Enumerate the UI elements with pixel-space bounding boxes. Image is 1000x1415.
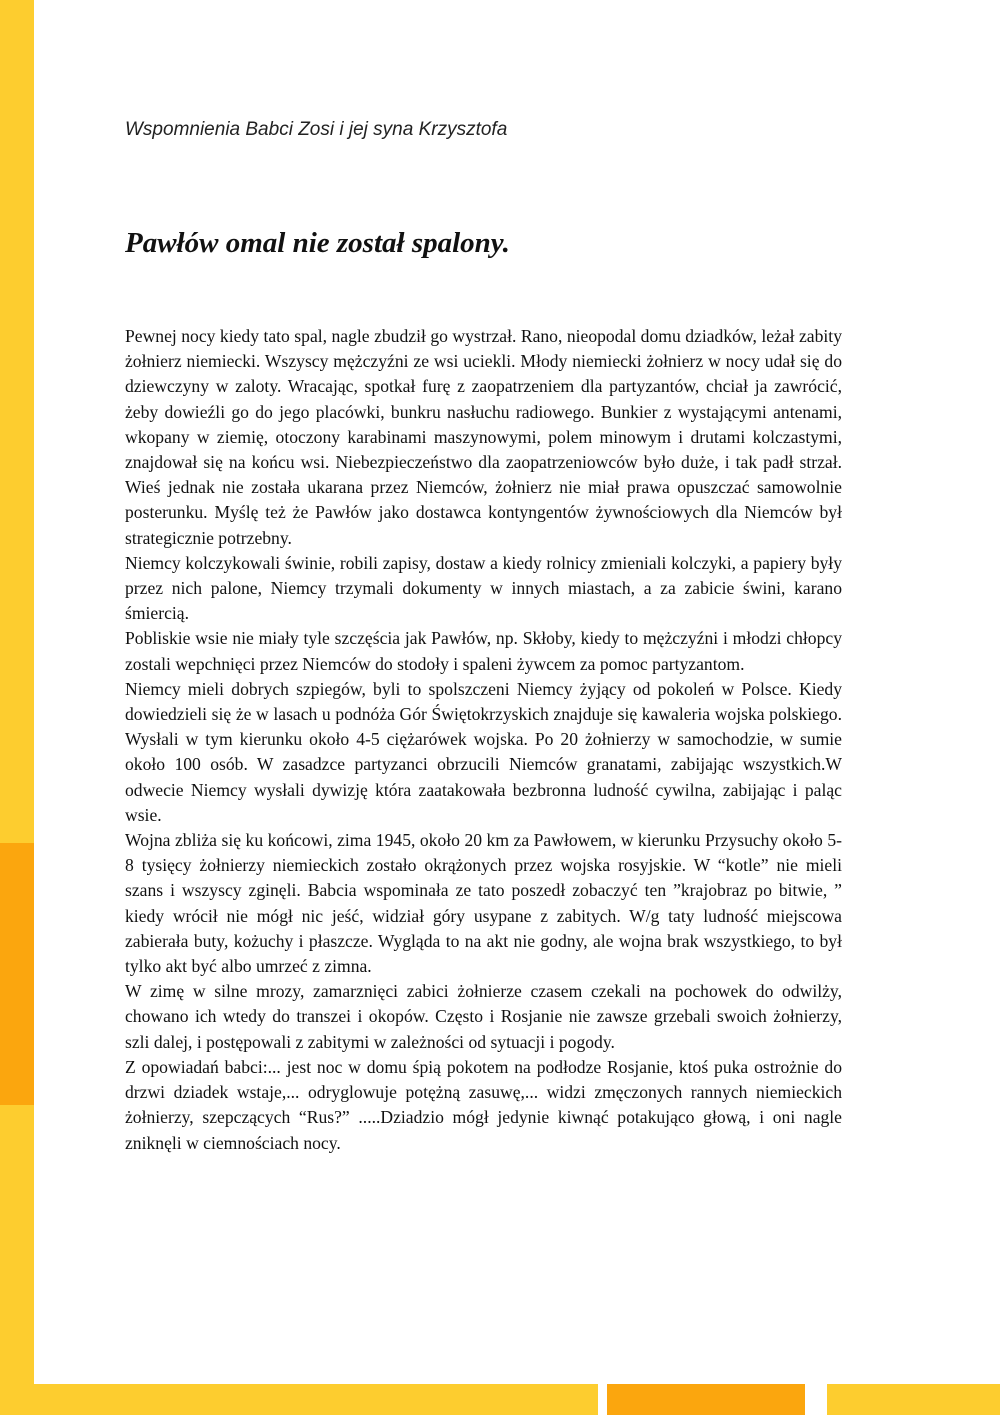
bottom-border-orange — [607, 1384, 805, 1415]
paragraph-7: Z opowiadań babci:... jest noc w domu śpią pokotem na podłodze Rosjanie, ktoś puka ostrożnie do drzwi dziadek wstaje,... odryglowuje potężną zasuwę,... widzi zmęczonych rannych niemieckich żołnierzy, szepczących “Rus?” .....Dziadzio mógł jedynie kiwnąć potakująco głową, i oni nagle zniknęli w ciemnościach nocy. — [125, 1056, 842, 1153]
paragraph-6: W zimę w silne mrozy, zamarznięci zabici żołnierze czasem czekali na pochowek do odwilży, chowano ich wtedy do transzei i okopów. Często i Rosjanie nie zawsze grzebali swoich żołnierzy, szli dalej, i postępowali z zabitymi w zależności od sytuacji i pogody. — [125, 981, 842, 1052]
article-body — [125, 324, 842, 1156]
paragraph-2: Niemcy kolczykowali świnie, robili zapisy, dostaw a kiedy rolnicy zmieniali kolczyki, a papiery były przez nich palone, Niemcy trzymali dokumenty w innych miastach, a za zabicie świni, karano śmiercią. — [125, 552, 842, 624]
left-border-yellow — [0, 0, 34, 1415]
bottom-border-yellow-left — [34, 1384, 598, 1415]
page-title: Pawłów omal nie został spalony. — [125, 227, 510, 259]
left-border-orange — [0, 843, 34, 1105]
page-subtitle: Wspomnienia Babci Zosi i jej syna Krzysztofa — [125, 119, 508, 140]
paragraph-1: Pewnej nocy kiedy tato spal, nagle zbudził go wystrzał. Rano, nieopodal domu dziadków, leżał zabity żołnierz niemiecki. Wszyscy mężczyźni ze wsi uciekli. Młody niemiecki żołnierz w nocy udał się do dziewczyny w zaloty. Wracając, spotkał furę z zaopatrzeniem dla partyzantów, chciał ja zawrócić, żeby dowieźli go do jego placówki, bunkru nasłuchu radiowego. Bunkier z wystającymi antenami, wkopany w ziemię, otoczony karabinami maszynowymi, polem minowym i drutami kolczastymi, znajdował się na końcu wsi. Niebezpieczeństwo dla zaopatrzeniowców było duże, i tak padł strzał. Wieś jednak nie została ukarana przez Niemców, żołnierz nie miał prawa opuszczać samowolnie posterunku. Myślę też że Pawłów jako dostawca kontyngentów żywnościowych dla Niemców był strategicznie potrzebny. — [125, 326, 842, 548]
paragraph-3: Pobliskie wsie nie miały tyle szczęścia jak Pawłów, np. Skłoby, kiedy to mężczyźni i młodzi chłopcy zostali wepchnięci przez Niemców do stodoły i spaleni żywcem za pomoc partyzantom. — [125, 628, 842, 674]
paragraph-5: Wojna zbliża się ku końcowi, zima 1945, około 20 km za Pawłowem, w kierunku Przysuchy około 5-8 tysięcy żołnierzy niemieckich zostało okrążonych przez wojska rosyjskie. W “kotle” nie mieli szans i wszyscy zginęli. Babcia wspominała ze tato poszedł zobaczyć ten ”krajobraz po bitwie, ” kiedy wrócił nie mógł nic jeść, widział góry usypane z zabitych. W/g taty ludność miejscowa zabierała buty, kożuchy i płaszcze. Wygląda to na akt nie godny, ale wojna brak wszystkiego, to był tylko akt być albo umrzeć z zimna. — [125, 830, 842, 977]
bottom-border-yellow-right — [827, 1384, 1000, 1415]
paragraph-4: Niemcy mieli dobrych szpiegów, byli to spolszczeni Niemcy żyjący od pokoleń w Polsce. Kiedy dowiedzieli się że w lasach u podnóża Gór Świętokrzyskich znajduje się kawaleria wojska polskiego. Wysłali w tym kierunku około 4-5 ciężarówek wojska. Po 20 żołnierzy w samochodzie, w sumie około 100 osób. W zasadzce partyzanci obrzucili Niemców granatami, zabijając wszystkich.W odwecie Niemcy wysłali dywizję która zaatakowała bezbronna ludność cywilna, zabijając i paląc wsie. — [125, 678, 842, 825]
